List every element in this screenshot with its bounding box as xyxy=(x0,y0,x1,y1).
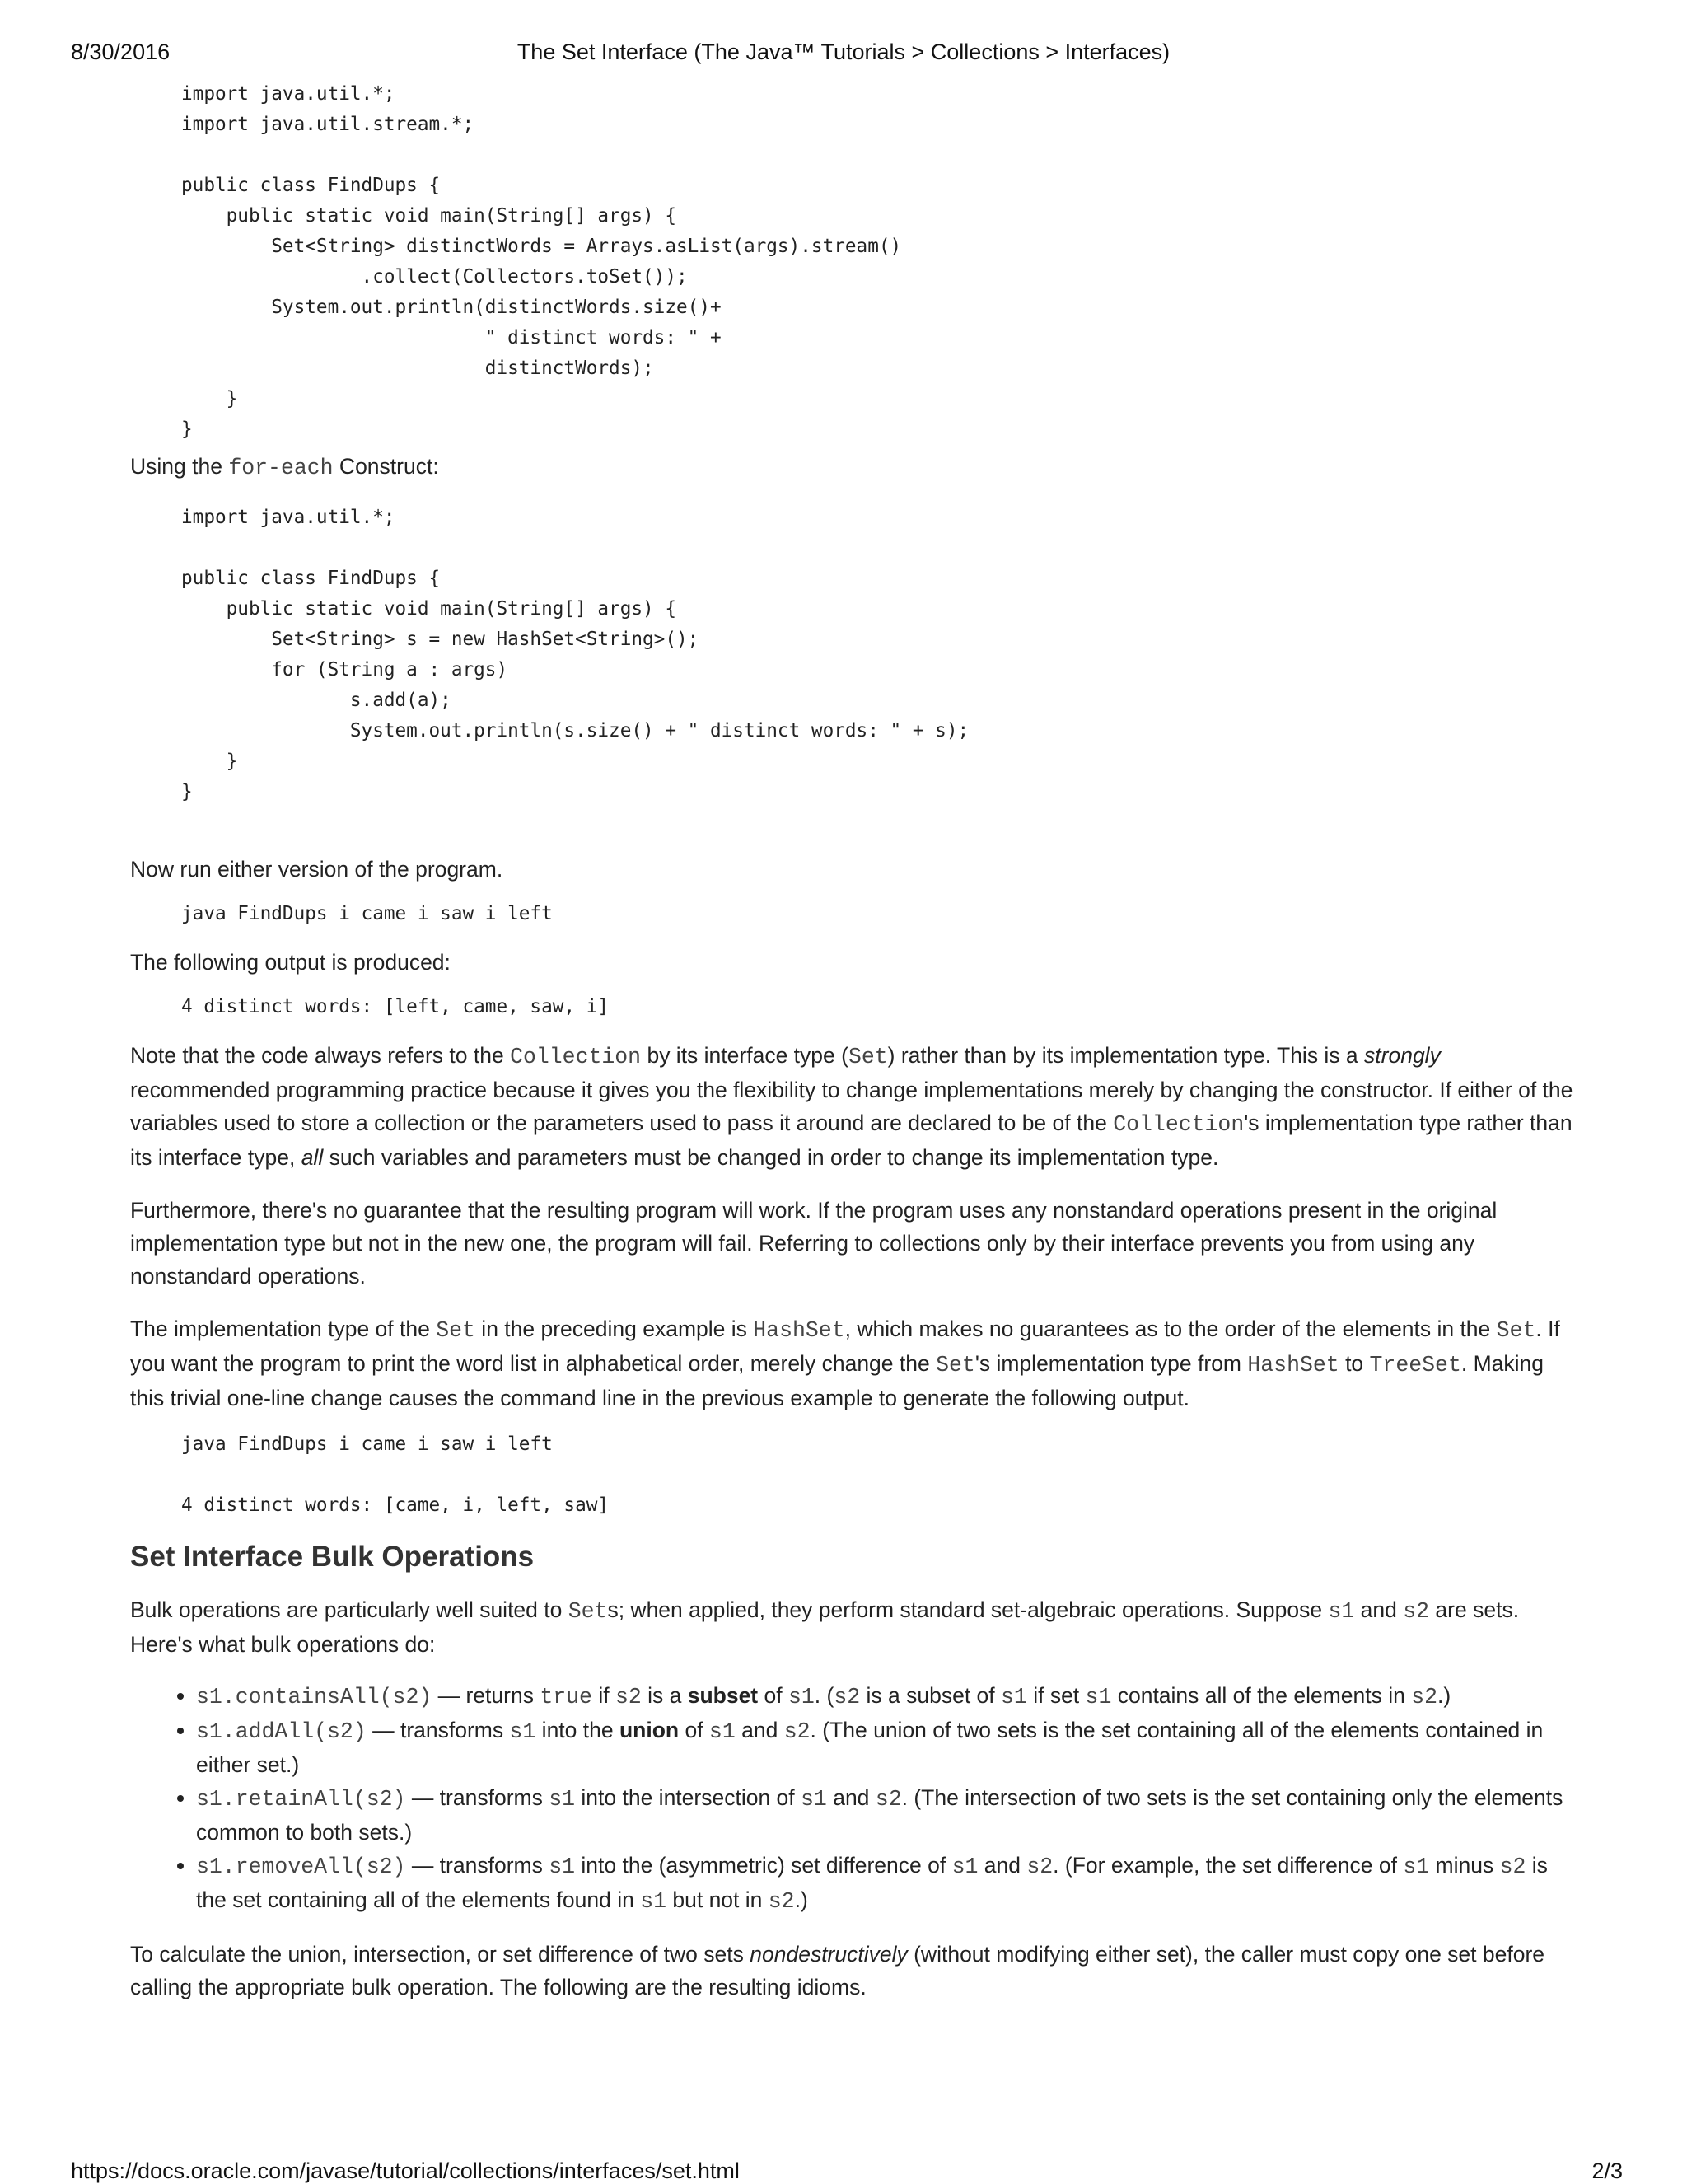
text-span: minus xyxy=(1429,1853,1500,1878)
print-page-number: 2/3 xyxy=(1591,2158,1623,2183)
output-intro: The following output is produced: xyxy=(130,950,451,975)
text-span: and xyxy=(1354,1597,1404,1622)
inline-code: HashSet xyxy=(1247,1353,1339,1377)
code-block-foreach: import java.util.*; public class FindDups { public static void main(String[] args) { Set<String> s = new HashSet<String>(); for (String a : args) s.add(a); System.out.println(s.size() + " distinct words: " + s); } } xyxy=(181,507,970,802)
text-span: s; when applied, they perform standard set-algebraic operations. Suppose xyxy=(607,1597,1329,1622)
inline-code: Set xyxy=(568,1599,608,1624)
list-item-retainall xyxy=(196,1781,1580,1849)
text-span: by its interface type ( xyxy=(641,1043,848,1068)
list-item-containsall xyxy=(196,1679,1580,1714)
text-span: . (For example, the set difference of xyxy=(1053,1853,1404,1878)
inline-code: HashSet xyxy=(753,1318,845,1343)
inline-code: s1 xyxy=(1328,1599,1355,1624)
inline-code: s1.addAll(s2) xyxy=(196,1719,367,1744)
run-instruction: Now run either version of the program. xyxy=(130,857,503,882)
text-span: , which makes no guarantees as to the order of the elements in the xyxy=(844,1316,1497,1341)
inline-code: Collection xyxy=(510,1045,642,1069)
text-span: such variables and parameters must be changed in order to change its implementation type. xyxy=(323,1145,1219,1170)
inline-code: s1 xyxy=(509,1719,536,1744)
text-span: — transforms xyxy=(405,1785,549,1810)
list-item-addall xyxy=(196,1714,1580,1781)
text-span: Using the xyxy=(130,454,229,479)
inline-code: s2 xyxy=(1411,1685,1438,1709)
paragraph-furthermore: Furthermore, there's no guarantee that the resulting program will work. If the program uses any nonstandard operations present in the original implementation type but not in the new one, the program will fail. Referring to collections only by their interface prevents you from using any nonstandard operations. xyxy=(130,1198,1498,1288)
text-span: . Making this trivial one-line change causes the command line in the previous example to generate the following output. xyxy=(130,1351,1544,1410)
inline-code: s2 xyxy=(768,1889,795,1914)
text-span: if xyxy=(591,1683,615,1708)
text-span: and xyxy=(735,1718,784,1742)
text-span: . (The intersection of two sets is the set containing only the elements common to both sets.) xyxy=(196,1785,1563,1845)
text-span: .) xyxy=(794,1887,808,1912)
inline-code: s1 xyxy=(1403,1854,1430,1879)
inline-code: s2 xyxy=(1499,1854,1526,1879)
inline-code: s2 xyxy=(1403,1599,1430,1624)
inline-code: Set xyxy=(848,1045,888,1069)
inline-code: s2 xyxy=(875,1787,902,1812)
text-span: — transforms xyxy=(405,1853,549,1878)
text-span: are sets. Here's what bulk operations do: xyxy=(130,1597,1520,1657)
inline-code: for-each xyxy=(228,456,334,480)
text-span: To calculate the union, intersection, or set difference of two sets xyxy=(130,1942,750,1967)
text-span: of xyxy=(679,1718,709,1742)
inline-code: s2 xyxy=(783,1719,811,1744)
text-span: is a xyxy=(641,1683,688,1708)
inline-code: s2 xyxy=(1026,1854,1054,1879)
text-span: recommended programming practice because it gives you the flexibility to change implementations merely by changing the constructor. If either of the variables used to store a collection or the parameters used to pass it around are declared to be of the xyxy=(130,1078,1573,1135)
paragraph-interface-type xyxy=(130,1039,1580,1174)
inline-code: s1 xyxy=(549,1854,576,1879)
text-span: and xyxy=(826,1785,876,1810)
text-span: Note that the code always refers to the xyxy=(130,1043,511,1068)
text-span: The implementation type of the xyxy=(130,1316,437,1341)
inline-code: Set xyxy=(436,1318,475,1343)
code-block-run: java FindDups i came i saw i left xyxy=(181,903,553,924)
text-span: in the preceding example is xyxy=(474,1316,754,1341)
inline-code: s1 xyxy=(708,1719,736,1744)
text-span: . If you want the program to print the word list in alphabetical order, merely change the xyxy=(130,1316,1560,1376)
text-span: .) xyxy=(1437,1683,1451,1708)
bulk-operations-list xyxy=(130,1679,1580,1918)
foreach-intro xyxy=(130,450,1580,484)
text-span: — transforms xyxy=(366,1718,510,1742)
text-span: is a subset of xyxy=(860,1683,1002,1708)
paragraph-implementation xyxy=(130,1312,1580,1415)
print-page-title: The Set Interface (The Java™ Tutorials > Collections > Interfaces) xyxy=(516,40,1171,64)
inline-code: s1.containsAll(s2) xyxy=(196,1685,432,1709)
text-span: . (The union of two sets is the set containing all of the elements contained in either set.) xyxy=(196,1718,1544,1777)
inline-code: s1.removeAll(s2) xyxy=(196,1854,406,1879)
text-span: into the xyxy=(535,1718,619,1742)
inline-code: Collection xyxy=(1113,1112,1245,1137)
text-span: — returns xyxy=(432,1683,540,1708)
inline-code: Set xyxy=(1496,1318,1536,1343)
text-span: 's implementation type rather than its interface type, xyxy=(130,1111,1573,1170)
text-span: and xyxy=(978,1853,1027,1878)
inline-code: s1 xyxy=(801,1787,827,1812)
inline-code: s1 xyxy=(787,1685,815,1709)
inline-code: s1 xyxy=(951,1854,979,1879)
inline-code: s2 xyxy=(615,1685,642,1709)
inline-code: s1 xyxy=(640,1889,666,1914)
code-block-treeset-run: java FindDups i came i saw i left 4 distinct words: [came, i, left, saw] xyxy=(181,1433,610,1516)
text-span: into the (asymmetric) set difference of xyxy=(575,1853,952,1878)
print-date: 8/30/2016 xyxy=(71,40,171,64)
text-span: ) rather than by its implementation type. This is a xyxy=(887,1043,1365,1068)
text-span: contains all of the elements in xyxy=(1111,1683,1412,1708)
emphasis: nondestructively xyxy=(750,1942,908,1967)
inline-code: s1 xyxy=(1085,1685,1112,1709)
article-content xyxy=(130,79,1580,2004)
emphasis: all xyxy=(301,1145,324,1170)
bold-term: subset xyxy=(687,1683,759,1708)
inline-code: Set xyxy=(936,1353,975,1377)
inline-code: true xyxy=(540,1685,592,1709)
code-block-stream: import java.util.*; import java.util.stream.*; public class FindDups { public static void main(String[] args) { Set<String> distinctWords = Arrays.asList(args).stream() .collect(Collectors.toSet()); System.out.println(distinctWords.size()+ " distinct words: " + distinctWords); } } xyxy=(181,83,902,440)
emphasis: strongly xyxy=(1364,1043,1441,1068)
text-span: (without modifying either set), the caller must copy one set before calling the appropriate bulk operation. The following are the resulting idioms. xyxy=(130,1942,1545,1999)
text-span: Bulk operations are particularly well suited to xyxy=(130,1597,568,1622)
bold-term: union xyxy=(619,1718,680,1742)
inline-code: TreeSet xyxy=(1369,1353,1461,1377)
text-span: to xyxy=(1339,1351,1370,1376)
inline-code: s1 xyxy=(1001,1685,1027,1709)
text-span: if set xyxy=(1026,1683,1086,1708)
print-url: https://docs.oracle.com/javase/tutorial/collections/interfaces/set.html xyxy=(71,2158,740,2183)
list-item-removeall xyxy=(196,1849,1580,1918)
text-span: is the set containing all of the elements found in xyxy=(196,1853,1548,1912)
paragraph-nondestructive xyxy=(130,1938,1580,2004)
inline-code: s1.retainAll(s2) xyxy=(196,1787,406,1812)
paragraph-bulk-intro xyxy=(130,1593,1580,1661)
section-heading: Set Interface Bulk Operations xyxy=(130,1541,535,1573)
text-span: Construct: xyxy=(333,454,439,479)
text-span: 's implementation type from xyxy=(974,1351,1248,1376)
text-span: of xyxy=(758,1683,788,1708)
inline-code: s1 xyxy=(549,1787,576,1812)
code-block-output: 4 distinct words: [left, came, saw, i] xyxy=(181,996,610,1017)
text-span: into the intersection of xyxy=(575,1785,801,1810)
text-span: but not in xyxy=(666,1887,769,1912)
inline-code: s2 xyxy=(834,1685,861,1709)
text-span: . ( xyxy=(814,1683,834,1708)
